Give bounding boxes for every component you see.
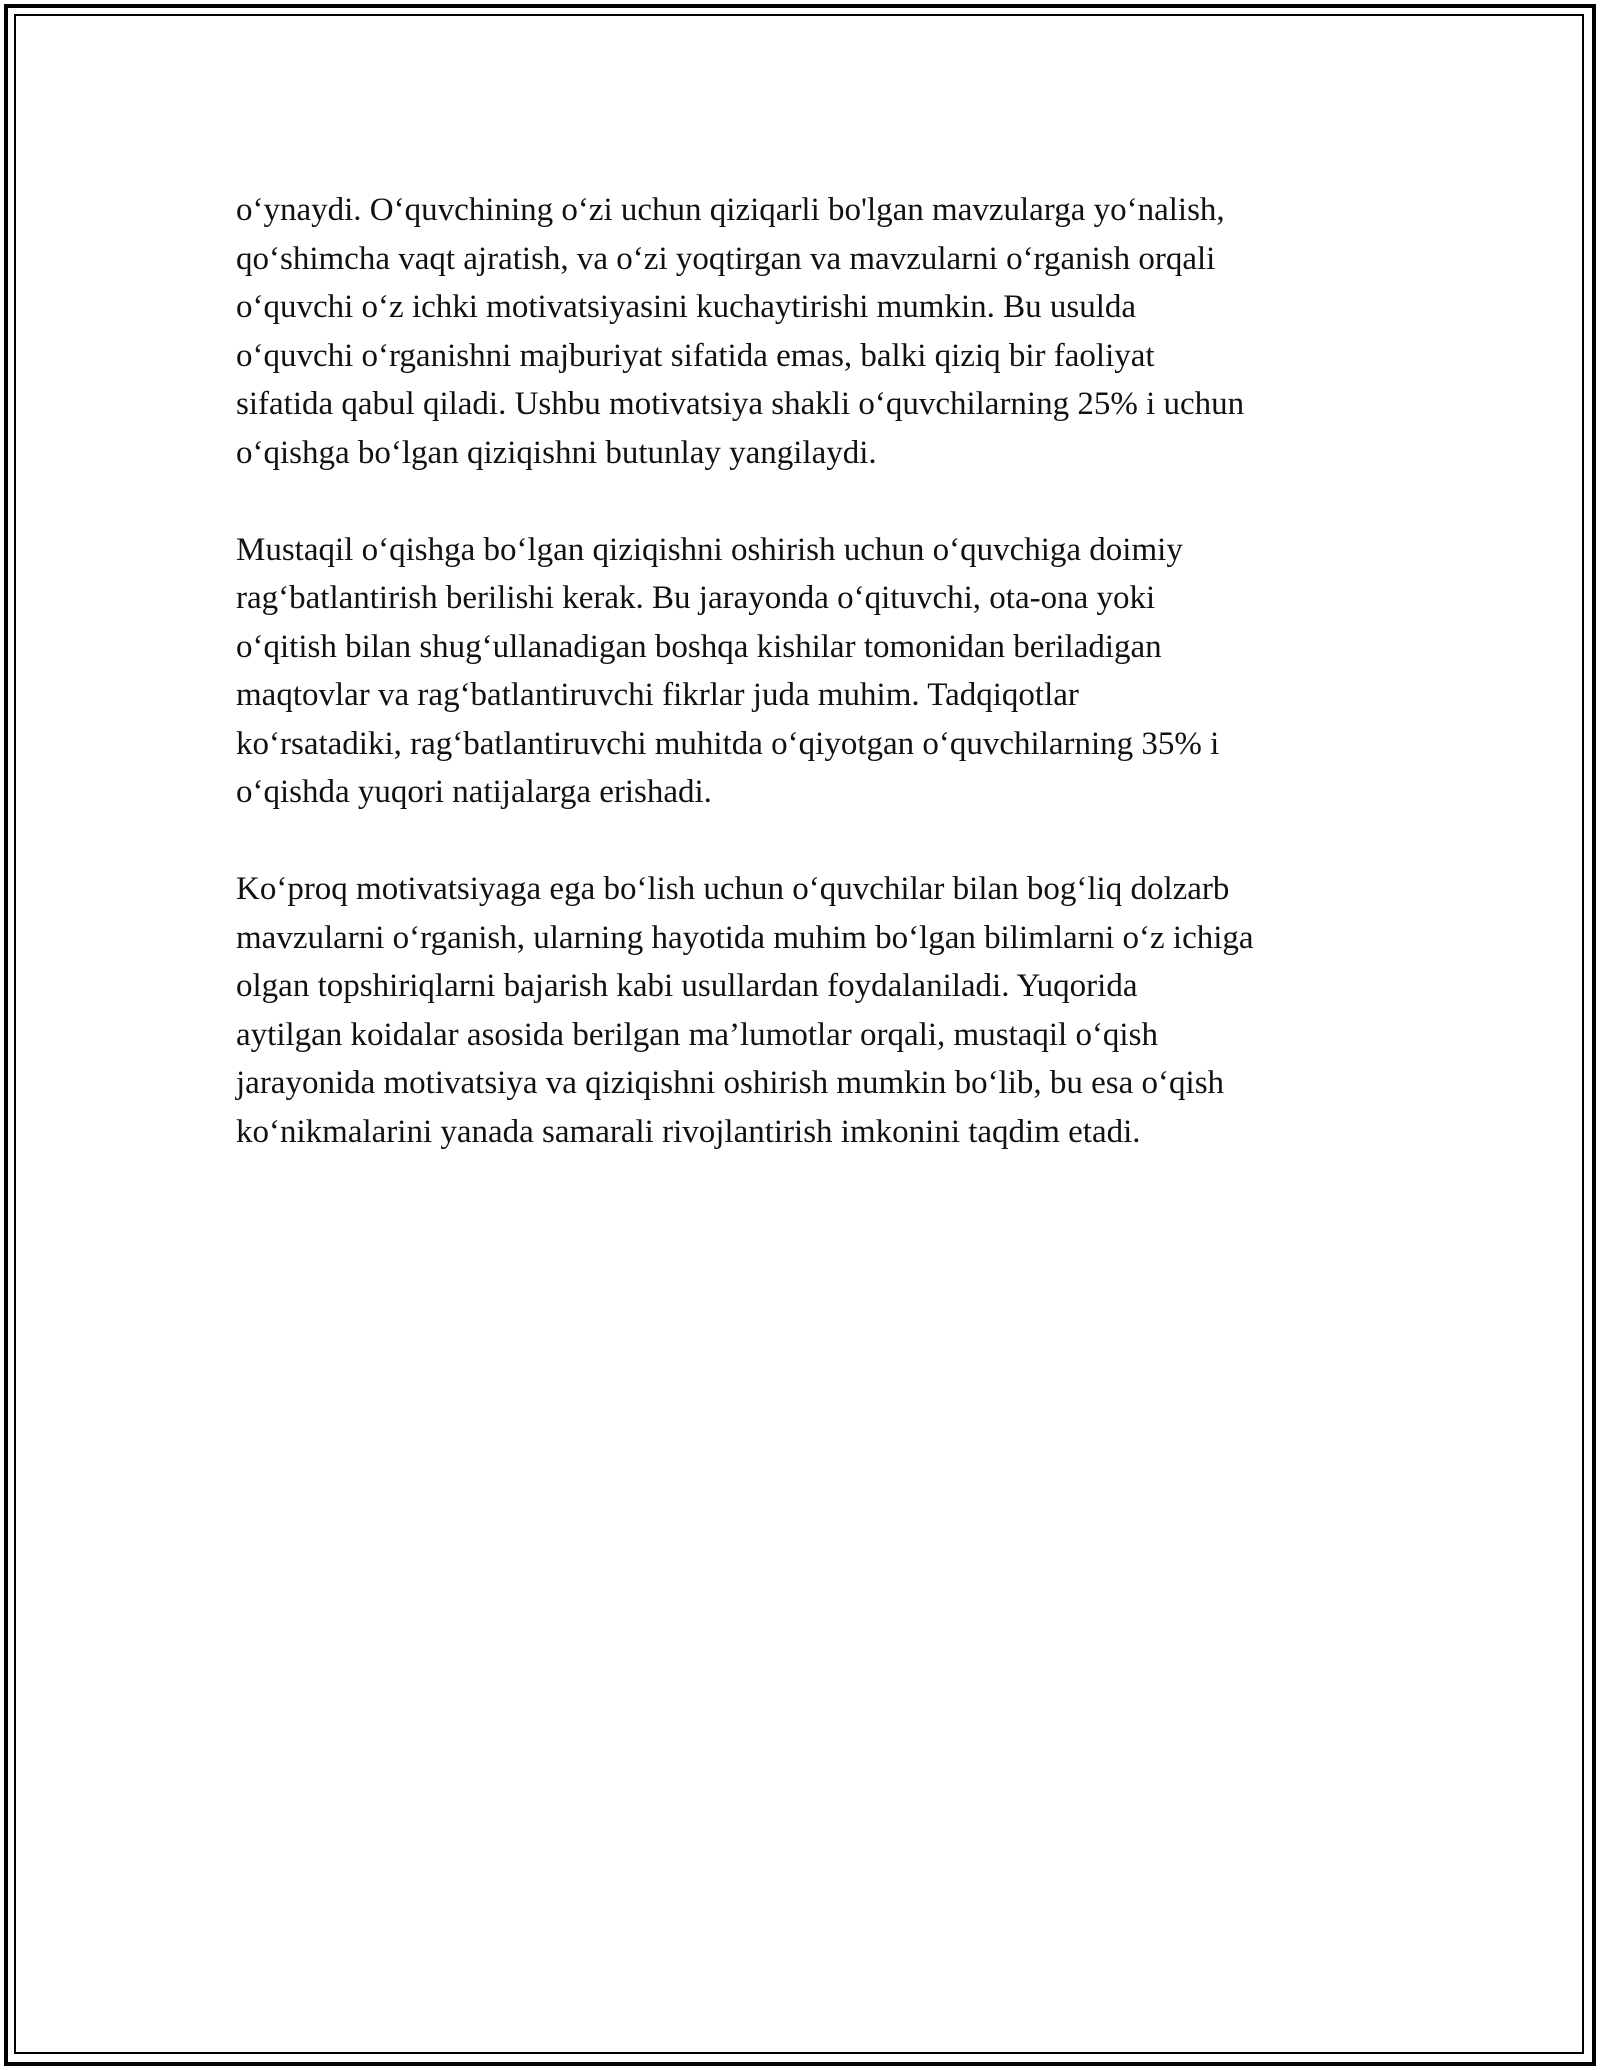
paragraph-3: Ko‘proq motivatsiyaga ega bo‘lish uchun o‘quvchilar bilan bog‘liq dolzarb mavzularni o‘rganish, ularning hayotida muhim bo‘lgan bilimlarni o‘z ichiga olgan topshiriqlarni bajarish kabi usullardan foydalaniladi. Yuqorida aytilgan koidalar asosida berilgan ma’lumotlar orqali, mustaqil o‘qish jarayonida motivatsiya va qiziqishni oshirish mumkin bo‘lib, bu esa o‘qish ko‘nikmalarini yanada samarali rivojlantirish imkonini taqdim etadi. xyxy=(236,871,1254,1150)
paragraph-1: o‘ynaydi. O‘quvchining o‘zi uchun qiziqarli bo'lgan mavzularga yo‘nalish, qo‘shimcha vaqt ajratish, va o‘zi yoqtirgan va mavzularni o‘rganish orqali o‘quvchi o‘z ichki motivatsiyasini kuchaytirishi mumkin. Bu usulda o‘quvchi o‘rganishni majburiyat sifatida emas, balki qiziq bir faoliyat sifatida qabul qiladi. Ushbu motivatsiya shakli o‘quvchilarning 25% i uchun o‘qishga bo‘lgan qiziqishni butunlay yangilaydi. xyxy=(236,192,1245,471)
document-body xyxy=(236,186,1386,1205)
paragraph-2: Mustaqil o‘qishga bo‘lgan qiziqishni oshirish uchun o‘quvchiga doimiy rag‘batlantirish berilishi kerak. Bu jarayonda o‘qituvchi, ota-ona yoki o‘qitish bilan shug‘ullanadigan boshqa kishilar tomonidan beriladigan maqtovlar va rag‘batlantiruvchi fikrlar juda muhim. Tadqiqotlar ko‘rsatadiki, rag‘batlantiruvchi muhitda o‘qiyotgan o‘quvchilarning 35% i o‘qishda yuqori natijalarga erishadi. xyxy=(236,531,1220,810)
